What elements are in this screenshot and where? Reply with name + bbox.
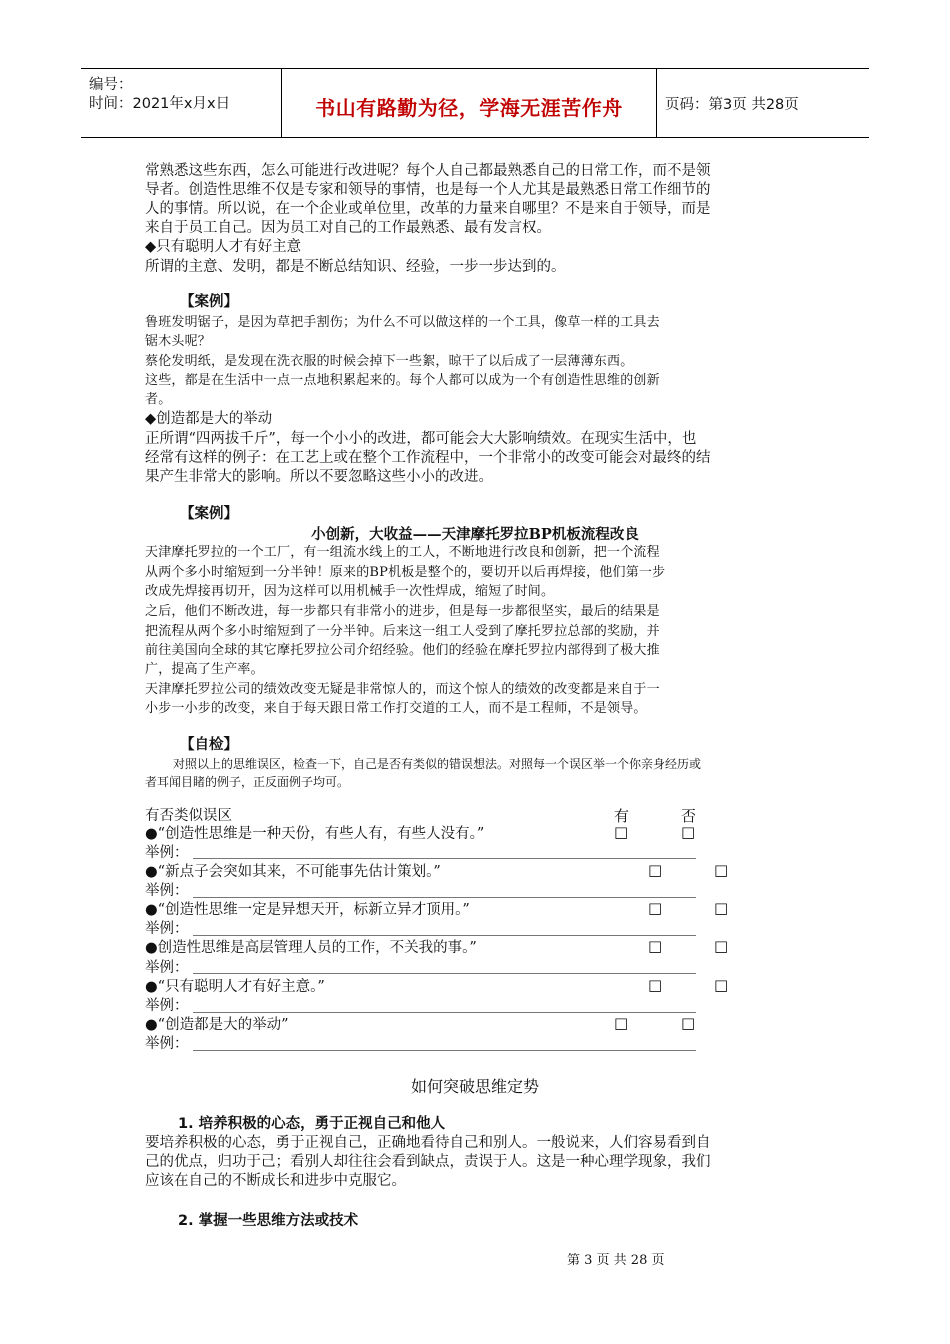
checklist-item: ●“只有聪明人才有好主意。” [145, 979, 325, 995]
paragraph-line: 己的优点，归功于己；看别人却往往会看到缺点，责误于人。这是一种心理学现象，我们 [145, 1154, 711, 1170]
selfcheck-line: 者耳闻目睹的例子，正反面例子均可。 [145, 775, 350, 789]
motto: 书山有路勤为径，学海无涯苦作舟 [315, 96, 623, 120]
paragraph-line: 常熟悉这些东西，怎么可能进行改进呢？每个人自己都最熟悉自己的日常工作，而不是领 [145, 163, 711, 179]
checklist-item: ●“创造性思维是一种天份，有些人有，有些人没有。” [145, 826, 485, 842]
paragraph-line: 应该在自己的不断成长和进步中克服它。 [145, 1173, 406, 1189]
example-label: 举例： [145, 998, 189, 1014]
case-title: 小创新，大收益——天津摩托罗拉BP机板流程改良 [311, 526, 639, 543]
no-checkbox[interactable]: □ [681, 1014, 696, 1032]
yes-checkbox[interactable]: □ [614, 823, 629, 841]
example-input-line[interactable] [193, 1050, 696, 1051]
page-header [81, 68, 869, 138]
example-input-line[interactable] [193, 1012, 696, 1013]
no-checkbox[interactable]: □ [714, 976, 729, 994]
paragraph-line: 来自于员工自己。因为员工对自己的工作最熟悉、最有发言权。 [145, 220, 551, 236]
case-label: 【案例】 [180, 505, 238, 522]
case-line: 之后，他们不断改进，每一步都只有非常小的进步，但是每一步都很坚实，最后的结果是 [145, 604, 660, 619]
paragraph-line: 人的事情。所以说，在一个企业或单位里，改革的力量来自哪里？不是来自于领导，而是 [145, 201, 711, 217]
selfcheck-label: 【自检】 [180, 736, 238, 753]
case-line: 改成先焊接再切开，因为这样可以用机械手一次性焊成，缩短了时间。 [145, 584, 555, 599]
case-line: 广，提高了生产率。 [145, 662, 264, 677]
header-center-cell [282, 69, 657, 137]
checklist-item: ●创造性思维是高层管理人员的工作，不关我的事。” [145, 940, 477, 956]
bullet-heading: ◆创造都是大的举动 [145, 411, 273, 427]
case-line: 鲁班发明锯子，是因为草把手割伤；为什么不可以做这样的一个工具，像草一样的工具去 [145, 315, 660, 330]
paragraph-line: 要培养积极的心态，勇于正视自己，正确地看待自己和别人。一般说来，人们容易看到自 [145, 1135, 711, 1151]
example-input-line[interactable] [193, 897, 696, 898]
yes-checkbox[interactable]: □ [614, 1014, 629, 1032]
section-title: 如何突破思维定势 [410, 1077, 539, 1096]
yes-column-label: 有 [614, 807, 630, 825]
no-checkbox[interactable]: □ [681, 823, 696, 841]
no-column-label: 否 [681, 807, 697, 825]
section-heading: 1. 培养积极的心态，勇于正视自己和他人 [178, 1116, 446, 1132]
case-line: 前往美国向全球的其它摩托罗拉公司介绍经验。他们的经验在摩托罗拉内部得到了极大推 [145, 643, 660, 658]
section-heading: 2. 掌握一些思维方法或技术 [178, 1213, 359, 1229]
paragraph-line: 导者。创造性思维不仅是专家和领导的事情，也是每一个人尤其是最熟悉日常工作细节的 [145, 182, 711, 198]
case-line: 从两个多小时缩短到一分半钟！原来的BP机板是整个的，要切开以后再焊接，他们第一步 [145, 565, 666, 580]
case-label: 【案例】 [180, 293, 238, 310]
case-line: 者。 [145, 392, 172, 407]
header-left-cell [81, 69, 282, 137]
no-checkbox[interactable]: □ [714, 861, 729, 879]
paragraph-line: 正所谓“四两拔千斤”，每一个小小的改进，都可能会大大影响绩效。在现实生活中，也 [145, 431, 697, 447]
yes-checkbox[interactable]: □ [648, 976, 663, 994]
selfcheck-line: 对照以上的思维误区，检查一下，自己是否有类似的错误想法。对照每一个误区举一个你亲身经历或 [173, 757, 702, 771]
example-label: 举例： [145, 960, 189, 976]
bullet-heading: ◆只有聪明人才有好主意 [145, 239, 302, 255]
header-right-cell [657, 69, 869, 137]
case-line: 蔡伦发明纸，是发现在洗衣服的时候会掉下一些絮，晾干了以后成了一层薄薄东西。 [145, 354, 634, 369]
yes-checkbox[interactable]: □ [648, 861, 663, 879]
paragraph-line: 经常有这样的例子：在工艺上或在整个工作流程中，一个非常小的改变可能会对最终的结 [145, 450, 711, 466]
example-label: 举例： [145, 883, 189, 899]
example-input-line[interactable] [193, 935, 696, 936]
paragraph-line: 果产生非常大的影响。所以不要忽略这些小小的改进。 [145, 469, 493, 485]
case-line: 小步一小步的改变，来自于每天跟日常工作打交道的工人，而不是工程师，不是领导。 [145, 701, 647, 716]
no-checkbox[interactable]: □ [714, 899, 729, 917]
number-label: 编号： [89, 77, 133, 93]
yes-checkbox[interactable]: □ [648, 899, 663, 917]
paragraph-line: 所谓的主意、发明，都是不断总结知识、经验，一步一步达到的。 [145, 259, 566, 275]
checklist-item: ●“创造都是大的举动” [145, 1017, 289, 1033]
example-label: 举例： [145, 1036, 189, 1052]
date-label: 时间：2021年x月x日 [89, 96, 231, 112]
page-footer: 第 3 页 共 28 页 [567, 1253, 665, 1268]
case-line: 天津摩托罗拉的一个工厂，有一组流水线上的工人，不断地进行改良和创新，把一个流程 [145, 545, 660, 560]
case-line: 天津摩托罗拉公司的绩效改变无疑是非常惊人的，而这个惊人的绩效的改变都是来自于一 [145, 682, 660, 697]
case-line: 把流程从两个多小时缩短到了一分半钟。后来这一组工人受到了摩托罗拉总部的奖励，并 [145, 624, 660, 639]
page-info: 页码：第3页 共28页 [665, 97, 799, 113]
checklist-item: ●“创造性思维一定是异想天开，标新立异才顶用。” [145, 902, 470, 918]
example-label: 举例： [145, 921, 189, 937]
case-line: 这些，都是在生活中一点一点地积累起来的。每个人都可以成为一个有创造性思维的创新 [145, 373, 660, 388]
case-line: 锯木头呢？ [145, 334, 212, 349]
yes-checkbox[interactable]: □ [648, 937, 663, 955]
no-checkbox[interactable]: □ [714, 937, 729, 955]
example-input-line[interactable] [193, 973, 696, 974]
example-input-line[interactable] [193, 858, 696, 859]
checklist-header: 有否类似误区 [145, 808, 232, 824]
checklist-item: ●“新点子会突如其来，不可能事先估计策划。” [145, 864, 441, 880]
example-label: 举例： [145, 845, 189, 861]
